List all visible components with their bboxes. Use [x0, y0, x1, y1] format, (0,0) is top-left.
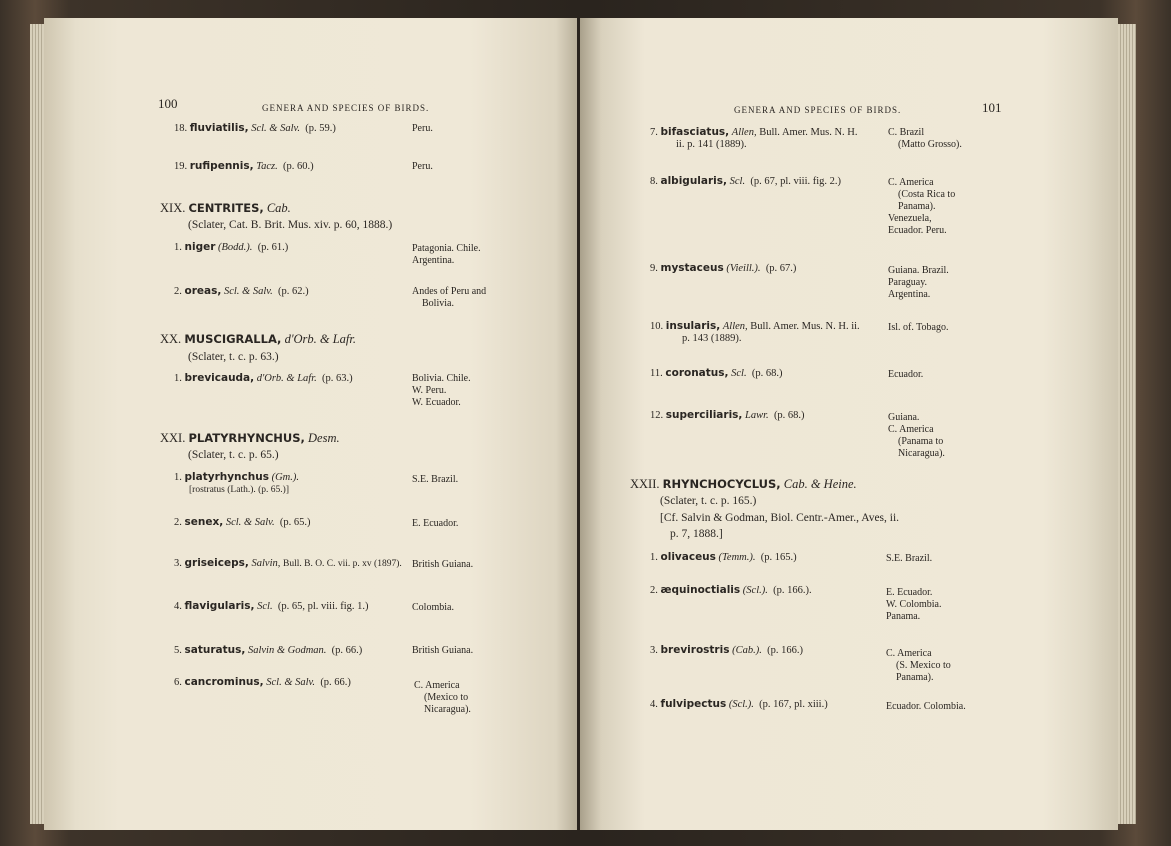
locality: Bolivia. [422, 298, 454, 309]
running-head: GENERA AND SPECIES OF BIRDS. [734, 105, 902, 115]
locality: Guiana. [888, 412, 920, 423]
right-page [580, 18, 1118, 830]
locality: Ecuador. Peru. [888, 225, 947, 236]
locality: E. Ecuador. [412, 518, 459, 529]
locality: Colombia. [412, 602, 454, 613]
list-item: 1. brevicauda, d'Orb. & Lafr. (p. 63.) [174, 372, 353, 384]
page-edges-right [1118, 24, 1136, 824]
list-item: 10. insularis, Allen, Bull. Amer. Mus. N. H. ii. [650, 320, 860, 332]
page-number: 101 [982, 100, 1002, 115]
running-head: GENERA AND SPECIES OF BIRDS. [262, 103, 430, 113]
list-item: 19. rufipennis, Tacz. (p. 60.) [174, 160, 314, 172]
locality: Argentina. [412, 255, 455, 266]
locality: C. America [888, 177, 934, 188]
locality: Panama). [898, 201, 936, 212]
list-item: 2. æquinoctialis (Scl.). (p. 166.). [650, 584, 812, 596]
locality: W. Peru. [412, 385, 447, 396]
page-edges-left [30, 24, 44, 824]
locality: C. America [414, 680, 460, 691]
locality: W. Ecuador. [412, 397, 461, 408]
list-item: 5. saturatus, Salvin & Godman. (p. 66.) [174, 644, 363, 656]
list-item: 1. platyrhynchus (Gm.). [174, 471, 300, 483]
locality: (Costa Rica to [898, 189, 956, 200]
list-item: 1. niger (Bodd.). (p. 61.) [174, 241, 289, 253]
genus-reference: (Sclater, t. c. p. 165.) [660, 495, 757, 507]
genus-reference: (Sclater, t. c. p. 63.) [188, 351, 279, 363]
list-item: 18. fluviatilis, Scl. & Salv. (p. 59.) [174, 122, 336, 134]
locality: Guiana. Brazil. [888, 265, 949, 276]
synonym-note: [rostratus (Lath.). (p. 65.)] [189, 485, 289, 495]
locality: Panama). [896, 672, 934, 683]
locality: Peru. [412, 123, 433, 134]
list-item: 2. senex, Scl. & Salv. (p. 65.) [174, 516, 311, 528]
list-item: 11. coronatus, Scl. (p. 68.) [650, 367, 783, 379]
genus-heading: XIX. CENTRITES, Cab. [160, 201, 291, 215]
left-page [44, 18, 577, 830]
genus-note: [Cf. Salvin & Godman, Biol. Centr.-Amer., Aves, ii. [660, 512, 900, 524]
locality: British Guiana. [412, 645, 474, 656]
list-item: 12. superciliaris, Lawr. (p. 68.) [650, 409, 805, 421]
locality: (Mexico to [424, 692, 469, 703]
locality: Argentina. [888, 289, 931, 300]
locality: Peru. [412, 161, 433, 172]
genus-heading: XXII. RHYNCHOCYCLUS, Cab. & Heine. [630, 477, 857, 491]
locality: C. Brazil [888, 127, 925, 138]
locality: Venezuela, [888, 213, 932, 224]
list-item: 9. mystaceus (Vieill.). (p. 67.) [650, 262, 797, 274]
reference-cont: ii. p. 141 (1889). [676, 139, 747, 150]
list-item: 4. flavigularis, Scl. (p. 65, pl. viii. fig. 1.) [174, 600, 369, 612]
reference-cont: p. 143 (1889). [682, 333, 742, 344]
locality: British Guiana. [412, 559, 474, 570]
genus-reference: (Sclater, t. c. p. 65.) [188, 449, 279, 461]
locality: Isl. of. Tobago. [888, 322, 949, 333]
locality: Nicaragua). [424, 704, 471, 715]
list-item: 8. albigularis, Scl. (p. 67, pl. viii. fig. 2.) [650, 175, 842, 187]
list-item: 1. olivaceus (Temm.). (p. 165.) [650, 551, 797, 563]
genus-note: p. 7, 1888.] [670, 528, 723, 540]
genus-reference: (Sclater, Cat. B. Brit. Mus. xiv. p. 60, 1888.) [188, 219, 393, 231]
locality: Paraguay. [888, 277, 928, 288]
list-item: 3. brevirostris (Cab.). (p. 166.) [650, 644, 803, 656]
list-item: 6. cancrominus, Scl. & Salv. (p. 66.) [174, 676, 351, 688]
genus-heading: XXI. PLATYRHYNCHUS, Desm. [160, 431, 340, 445]
locality: W. Colombia. [886, 599, 942, 610]
locality: (Matto Grosso). [898, 139, 962, 150]
locality: Ecuador. Colombia. [886, 701, 966, 712]
locality: (S. Mexico to [896, 660, 951, 671]
list-item: 2. oreas, Scl. & Salv. (p. 62.) [174, 285, 309, 297]
locality: Bolivia. Chile. [412, 373, 471, 384]
genus-heading: XX. MUSCIGRALLA, d'Orb. & Lafr. [160, 332, 357, 346]
locality: E. Ecuador. [886, 587, 933, 598]
locality: S.E. Brazil. [886, 553, 933, 564]
locality: C. America [886, 648, 932, 659]
locality: Nicaragua). [898, 448, 945, 459]
locality: S.E. Brazil. [412, 474, 459, 485]
page-number: 100 [158, 96, 178, 111]
locality: Panama. [886, 611, 921, 622]
locality: Ecuador. [888, 369, 924, 380]
list-item: 4. fulvipectus (Scl.). (p. 167, pl. xiii.) [650, 698, 828, 710]
list-item: 7. bifasciatus, Allen, Bull. Amer. Mus. N. H. [650, 126, 858, 138]
locality: C. America [888, 424, 934, 435]
list-item: 3. griseiceps, Salvin, Bull. B. O. C. vii. p. xv (1897). [174, 557, 402, 569]
locality: Patagonia. Chile. [412, 243, 481, 254]
locality: Andes of Peru and [412, 286, 487, 297]
locality: (Panama to [898, 436, 944, 447]
